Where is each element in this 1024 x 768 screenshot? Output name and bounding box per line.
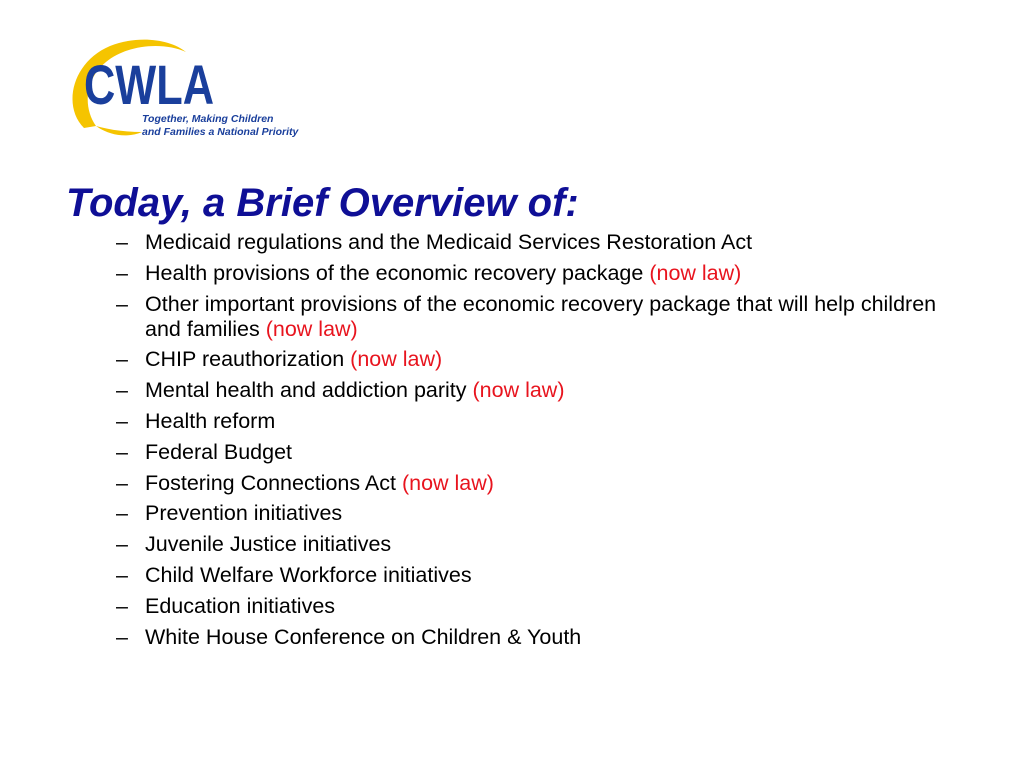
cwla-logo xyxy=(66,36,299,146)
bullet-dash: – xyxy=(116,408,128,433)
list-item xyxy=(116,230,956,255)
list-item xyxy=(116,594,956,619)
now-law-note: (now law) xyxy=(265,316,358,341)
now-law-note: (now law) xyxy=(472,378,565,403)
list-item xyxy=(116,378,956,403)
list-item xyxy=(116,471,956,496)
list-item-text: Other important provisions of the economic recovery package that will help children and families xyxy=(145,291,937,341)
list-item xyxy=(116,261,956,286)
logo-swoosh-tail xyxy=(96,126,142,135)
list-item xyxy=(116,625,956,650)
list-item-text: Health provisions of the economic recovery package xyxy=(145,260,644,285)
list-item-text: Juvenile Justice initiatives xyxy=(145,532,392,557)
bullet-dash: – xyxy=(116,532,128,557)
bullet-dash: – xyxy=(116,347,128,372)
list-item-text: Health reform xyxy=(145,408,276,433)
list-item xyxy=(116,440,956,465)
bullet-dash: – xyxy=(116,439,128,464)
bullet-dash: – xyxy=(116,230,128,254)
bullet-dash: – xyxy=(116,291,128,316)
list-item-text: Prevention initiatives xyxy=(145,501,343,526)
list-item-text: Child Welfare Workforce initiatives xyxy=(145,562,472,587)
list-item-text: Federal Budget xyxy=(145,439,293,464)
logo-wordmark: CWLA xyxy=(84,53,214,116)
bullet-dash: – xyxy=(116,378,128,403)
list-item-text: White House Conference on Children & Youth xyxy=(145,624,582,649)
list-item-text: Fostering Connections Act xyxy=(145,470,396,495)
list-item xyxy=(116,409,956,434)
bullet-dash: – xyxy=(116,593,128,618)
overview-list xyxy=(116,230,956,655)
now-law-note: (now law) xyxy=(401,470,494,495)
bullet-dash: – xyxy=(116,470,128,495)
now-law-note: (now law) xyxy=(649,260,742,285)
list-item-text: CHIP reauthorization xyxy=(145,347,345,372)
logo-tagline-line2: and Families a National Priority xyxy=(142,126,299,138)
list-item-text: Education initiatives xyxy=(145,593,336,618)
list-item-text: Medicaid regulations and the Medicaid Services Restoration Act xyxy=(145,230,753,254)
list-item xyxy=(116,532,956,557)
list-item-text: Mental health and addiction parity xyxy=(145,378,467,403)
list-item xyxy=(116,501,956,526)
now-law-note: (now law) xyxy=(350,347,443,372)
list-item xyxy=(116,563,956,588)
bullet-dash: – xyxy=(116,624,128,649)
bullet-dash: – xyxy=(116,501,128,526)
list-item xyxy=(116,292,956,342)
list-item xyxy=(116,347,956,372)
slide-title: Today, a Brief Overview of: xyxy=(66,181,579,225)
logo-tagline-line1: Together, Making Children xyxy=(142,113,274,125)
bullet-dash: – xyxy=(116,260,128,285)
bullet-dash: – xyxy=(116,562,128,587)
